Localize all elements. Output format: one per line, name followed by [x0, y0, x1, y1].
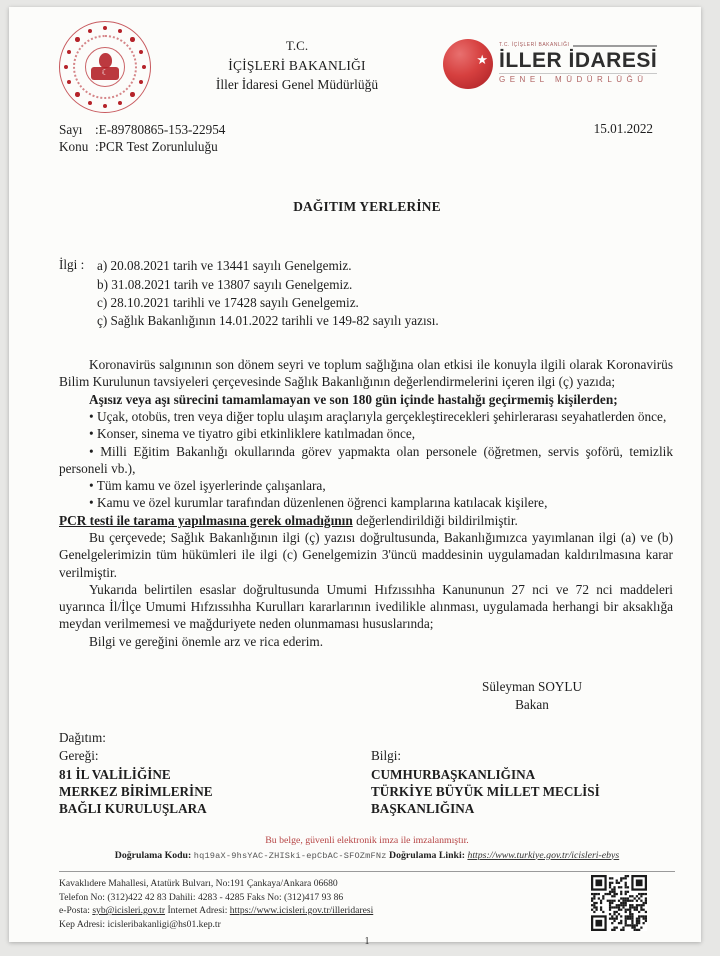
seal-dot [130, 92, 135, 97]
body-paragraph: Bu çerçevede; Sağlık Bakanlığının ilgi (ç) yazısı doğrultusunda, Bakanlığımızca yayımlanan ilgi (a) ve (b) Genelgelerimizin tüm hükümleri ile ilgi (c) Genelgemizin 3'üncü maddesinin uygulamadan kaldırılmasına karar verilmiştir. [59, 530, 673, 580]
bilgi-label: Bilgi: [371, 747, 402, 763]
footer-kep: Kep Adresi: icisleribakanligi@hs01.kep.tr [59, 918, 221, 930]
bullet-item: • Milli Eğitim Bakanlığı okullarında görev yapmakta olan personele (öğretmen, servis şoförü, temizlik personeli vb.), [59, 443, 673, 476]
seal-dot [130, 37, 135, 42]
seal-crescent-icon: ☾ [91, 67, 119, 80]
bilgi-list [371, 766, 600, 818]
distribution-block [59, 730, 675, 818]
bullet-list [59, 408, 673, 512]
letter-body [59, 356, 675, 650]
geregi-item: 81 İL VALİLİĞİNE [59, 766, 171, 782]
sayi-value: :E-89780865-153-22954 [95, 122, 226, 137]
geregi-item: MERKEZ BİRİMLERİNE [59, 784, 213, 800]
verification-link-label: Doğrulama Linki: [389, 849, 465, 861]
footer-phone: Telefon No: (312)422 42 83 Dahili: 4283 - 4285 Faks No: (312)417 93 86 [59, 891, 344, 903]
geregi-item: BAĞLI KURULUŞLARA [59, 801, 207, 817]
footer-address: Kavaklıdere Mahallesi, Atatürk Bulvarı, No:191 Çankaya/Ankara 06680 [59, 878, 338, 890]
ilgi-item: c) 28.10.2021 tarihli ve 17428 sayılı Genelgemiz. [97, 294, 359, 310]
verification-block [59, 834, 675, 863]
logo-sub-label: GENEL MÜDÜRLÜĞÜ [499, 73, 657, 85]
pcr-rest: değerlendirildiği bildirilmiştir. [352, 512, 518, 528]
body-bold-intro: Aşısız veya aşı sürecini tamamlamayan ve son 180 gün içinde hastalığı geçirmemiş kişilerden; [89, 391, 618, 407]
document-meta [59, 121, 675, 155]
bilgi-item: TÜRKİYE BÜYÜK MİLLET MECLİSİ [371, 784, 600, 800]
bullet-item: • Kamu ve özel kurumlar tarafından düzenlenen öğrenci kamplarına katılacak kişilere, [89, 495, 548, 511]
pcr-bold-underline: PCR testi ile tarama yapılmasına gerek olmadığının [59, 512, 353, 528]
geregi-list [59, 766, 371, 818]
email-link[interactable]: syb@icisleri.gov.tr [92, 905, 166, 917]
signer-title: Bakan [515, 696, 549, 712]
verification-code: hq19aX-9hsYAC-ZHISki-epCbAC-SFOZmFNz [193, 850, 387, 861]
letterhead-ministry: İÇİŞLERİ BAKANLIĞI [228, 57, 366, 73]
verification-code-label: Doğrulama Kodu: [114, 849, 192, 861]
signer-name: Süleyman SOYLU [481, 678, 582, 694]
sayi-label: Sayı [59, 122, 83, 137]
letterhead [59, 19, 675, 115]
signature-block [437, 678, 627, 714]
body-closing: Bilgi ve gereğini önemle arz ve rica ederim. [89, 633, 324, 649]
letterhead-department: İller İdaresi Genel Müdürlüğü [215, 77, 379, 93]
recipient-line: DAĞITIM YERLERİNE [293, 199, 441, 215]
bullet-item: • Uçak, otobüs, tren veya diğer toplu ulaşım araçlarıyla gerçekleştirecekleri şehirlerarası seyahatlerden önce, [89, 409, 667, 425]
iller-idaresi-logo [443, 19, 675, 89]
document-date: 15.01.2022 [593, 121, 653, 136]
ilgi-label: İlgi : [59, 257, 85, 273]
website-link[interactable]: https://www.icisleri.gov.tr/illeridaresi [229, 905, 374, 917]
seal-dot [75, 37, 80, 42]
ilgi-item: b) 31.08.2021 tarih ve 13807 sayılı Genelgemiz. [97, 276, 353, 292]
ministry-seal-icon [59, 21, 151, 113]
email-label: e-Posta: [59, 905, 90, 917]
seal-emblem-icon [99, 53, 112, 68]
logo-star-icon: ★ [476, 52, 488, 67]
bilgi-item: BAŞKANLIĞINA [371, 801, 475, 817]
qr-code [591, 875, 647, 931]
page-number: 1 [364, 935, 370, 947]
web-label: İnternet Adresi: [167, 905, 228, 917]
logo-main-label: İLLER İDARESİ [499, 48, 658, 72]
konu-value: :PCR Test Zorunluluğu [95, 139, 218, 155]
bullet-item: • Tüm kamu ve özel işyerlerinde çalışanlara, [89, 478, 326, 494]
letterhead-tc: T.C. [285, 38, 309, 53]
verification-link[interactable]: https://www.turkiye.gov.tr/icisleri-ebys [467, 849, 620, 861]
geregi-label: Gereği: [59, 747, 99, 763]
logo-top-label: T.C. İÇİŞLERİ BAKANLIĞI [499, 42, 570, 49]
bullet-item: • Konser, sinema ve tiyatro gibi etkinliklere katılmadan önce, [89, 426, 416, 442]
bilgi-item: CUMHURBAŞKANLIĞINA [371, 766, 536, 782]
ilgi-item: a) 20.08.2021 tarih ve 13441 sayılı Genelgemiz. [97, 258, 352, 274]
letterhead-title [151, 19, 443, 95]
footer-block [59, 871, 675, 949]
ilgi-items [97, 257, 439, 330]
logo-globe-icon [443, 39, 493, 89]
references-block [59, 257, 675, 330]
body-paragraph: Koronavirüs salgınının son dönem seyri ve toplum sağlığına olan etkisi ile konuyla ilgili olarak Koronavirüs Bilim Kurulunun tavsiyeleri çerçevesinde Sağlık Bakanlığının değerlendirmelerini içeren ilgi (ç) yazıda; [59, 357, 673, 390]
footer-contact-line [59, 904, 675, 917]
pcr-statement [59, 512, 673, 529]
distribution-heading: Dağıtım: [59, 729, 106, 745]
logo-text [499, 43, 657, 84]
body-paragraph: Yukarıda belirtilen esaslar doğrultusunda Umumi Hıfzıssıhha Kanununun 27 nci ve 72 nci maddeleri uyarınca İl/İlçe Umumi Hıfzıssıhha Kurulları kararlarının ivedilikle alınması, uygulamada herhangi bir aksaklığa meydan verilmemesi ve mağduriyete neden olunmaması hususlarında; [59, 581, 673, 632]
logo-divider [573, 45, 657, 47]
konu-label: Konu [59, 139, 89, 155]
esignature-notice: Bu belge, güvenli elektronik imza ile imzalanmıştır. [265, 834, 469, 846]
document-page [9, 7, 701, 947]
seal-dot [75, 92, 80, 97]
ilgi-item: ç) Sağlık Bakanlığının 14.01.2022 tarihli ve 149-82 sayılı yazısı. [97, 312, 439, 328]
